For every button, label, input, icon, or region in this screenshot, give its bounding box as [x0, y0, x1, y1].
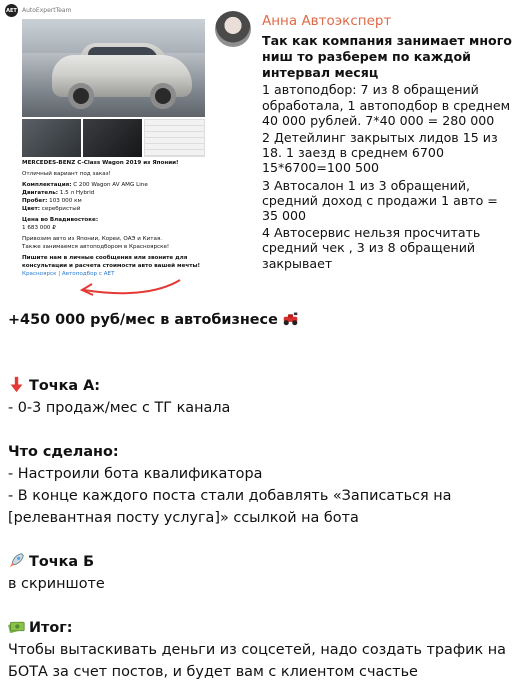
done-item: - Настроили бота квалификатора: [8, 466, 263, 482]
spec-label: Двигатель:: [22, 190, 59, 196]
point-a-item: - 0-3 продаж/мес с ТГ канала: [8, 400, 231, 416]
channel-logo: AET: [5, 4, 18, 17]
result-text: Чтобы вытаскивать деньги из соцсетей, надо создать трафик на БОТА за счет постов, и будет вам с клиентом счастье: [8, 642, 506, 680]
channel-post-text: [22, 159, 205, 278]
done-item: - В конце каждого поста стали добавлять «Записаться на [релевантная посту услуга]» ссылкой на бота: [8, 488, 452, 526]
screenshot-area: [0, 0, 513, 300]
spec-label: Комплектация:: [22, 182, 72, 188]
post-headline-row: [8, 309, 510, 331]
result-row: [8, 617, 510, 639]
point-b-text: в скриншоте: [8, 576, 105, 592]
spec-value: 103 000 км: [49, 198, 82, 204]
car-thumbnails: [22, 119, 205, 157]
auction-sheet-thumbnail: [144, 119, 205, 157]
point-a-title: Точка А:: [29, 378, 100, 394]
price-label: Цена во Владивостоке:: [22, 217, 99, 223]
car-photo: [22, 19, 205, 117]
red-arrow-annotation: [62, 274, 182, 298]
message-paragraph: 3 Автосалон 1 из 3 обращений, средний доход с продажи 1 авто = 35 000: [262, 177, 498, 224]
spec-value: серебристый: [41, 206, 81, 212]
car-title: MERCEDES-BENZ C-Class Wagon 2019 из Японии!: [22, 160, 179, 166]
spec-label: Пробег:: [22, 198, 48, 204]
channel-post-screenshot: [2, 2, 208, 298]
car-thumbnail-front: [22, 119, 81, 157]
message-screenshot: [262, 13, 512, 271]
channel-name: AutoExpertTeam: [22, 7, 72, 14]
import-line: Также занимаемся автоподбором в Красноярске!: [22, 244, 170, 250]
author-avatar: [215, 11, 251, 47]
cta-text: Пишите нам в личные сообщения или звоните для консультации и расчета стоимости авто вашей мечты!: [22, 255, 201, 269]
spec-value: 1.5 л Hybrid: [59, 190, 95, 196]
price-value: 1 683 000 ₽: [22, 225, 56, 231]
race-car-icon: [282, 310, 299, 327]
offer-line: Отличный вариант под заказ!: [22, 171, 111, 177]
done-title: Что сделано:: [8, 444, 119, 460]
spec-value: C 200 Wagon AV AMG Line: [73, 182, 148, 188]
post-text: [8, 309, 510, 683]
post-headline: +450 000 руб/мес в автобизнесе: [8, 312, 278, 328]
message-paragraph: 1 автоподбор: 7 из 8 обращений обработала, 1 автоподбор в среднем 40 000 рублей. 7*40 000 = 280 000: [262, 82, 511, 128]
message-author: Анна Автоэксперт: [262, 13, 392, 29]
message-paragraph: 4 Автосервис нельзя просчитать средний чек , 3 из 8 обращений закрывает: [262, 225, 481, 271]
point-b-row: [8, 551, 510, 573]
message-paragraph: 2 Детейлинг закрытых лидов 15 из 18. 1 заезд в среднем 6700 15*6700=100 500: [262, 130, 498, 176]
import-line: Привозим авто из Японии, Кореи, ОАЭ и Китая.: [22, 236, 163, 242]
rocket-icon: [8, 552, 25, 569]
red-down-arrow-icon: [8, 376, 25, 393]
channel-header: [2, 2, 208, 19]
point-a-row: [8, 375, 510, 397]
car-thumbnail-interior: [83, 119, 142, 157]
result-title: Итог:: [29, 620, 73, 636]
message-bold-text: Так как компания занимает много ниш то разберем по каждой интервал месяц: [262, 33, 512, 80]
channel-link[interactable]: Красноярск | Автоподбор с AET: [22, 271, 115, 277]
money-icon: [8, 618, 25, 635]
point-b-title: Точка Б: [29, 554, 95, 570]
spec-label: Цвет:: [22, 206, 41, 212]
